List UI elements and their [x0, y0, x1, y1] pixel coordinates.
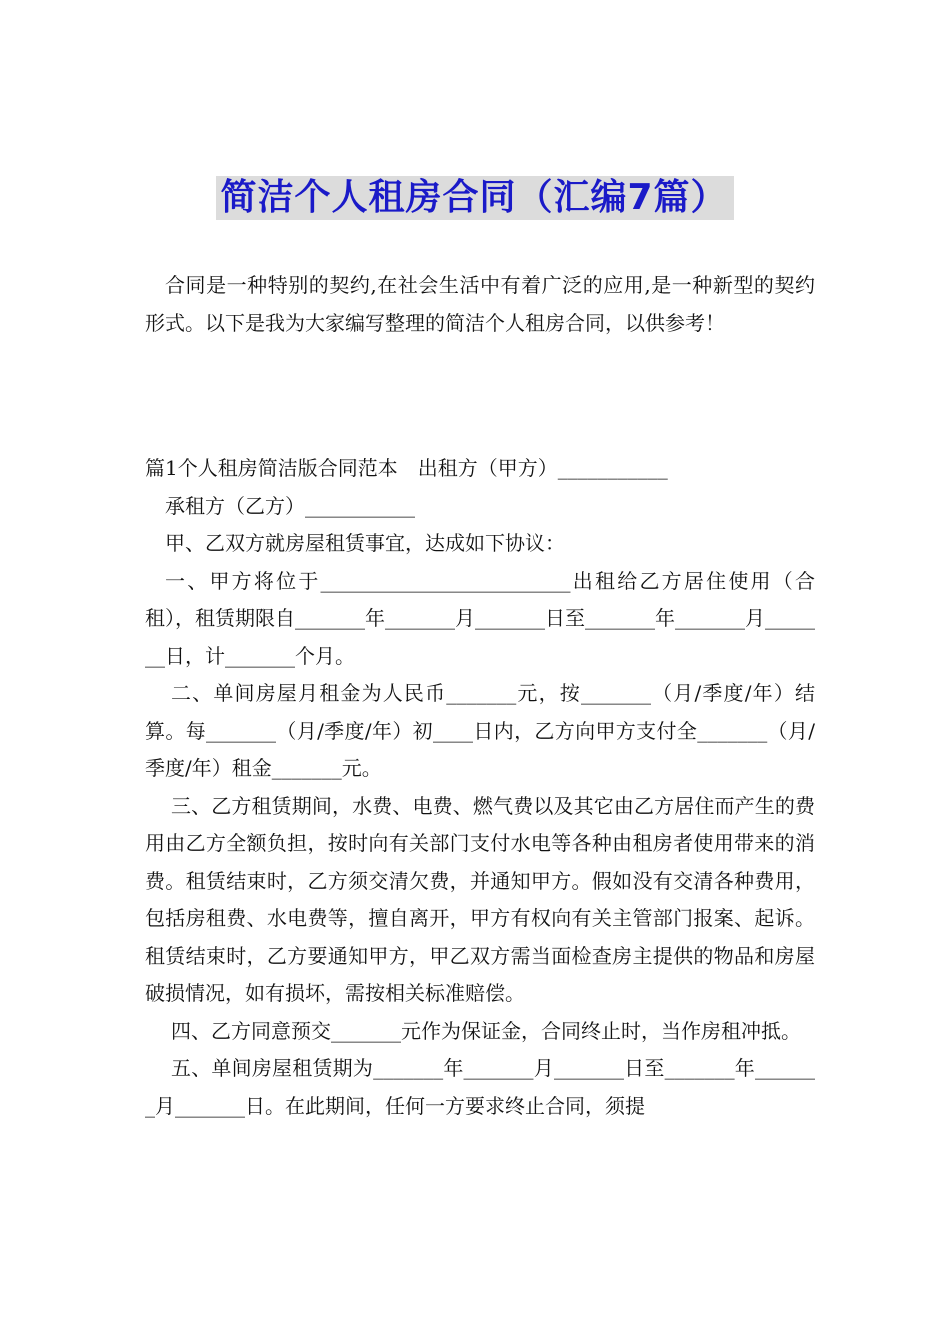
clause-2: 二、单间房屋月租金为人民币_______元，按_______（月/季度/年）结算。每_______（月/季度/年）初____日内，乙方向甲方支付全_______（月/季度/年）租金_______元。: [145, 681, 815, 780]
contract-body: [145, 450, 815, 1125]
clause-1: 一、甲方将位于_________________________出租给乙方居住使用（合租），租赁期限自_______年_______月_______日至_______年_______月_______日，计_______个月。: [145, 568, 815, 668]
clause-5: 五、单间房屋租赁期为_______年_______月_______日至_______年_______月_______日。在此期间，任何一方要求终止合同，须提: [145, 1056, 815, 1118]
contract-heading-line: 篇1个人租房简洁版合同范本 出租方（甲方）___________: [145, 456, 668, 480]
clause-3: 三、乙方租赁期间，水费、电费、燃气费以及其它由乙方居住而产生的费用由乙方全额负担，按时向有关部门支付水电等各种由租房者使用带来的消费。租赁结束时，乙方须交清欠费，并通知甲方。假如没有交清各种费用，包括房租费、水电费等，擅自离开，甲方有权向有关主管部门报案、起诉。租赁结束时，乙方要通知甲方，甲乙双方需当面检查房主提供的物品和房屋破损情况，如有损坏，需按相关标准赔偿。: [145, 793, 815, 1005]
tenant-line: 承租方（乙方）___________: [165, 493, 415, 518]
intro-paragraph: 合同是一种特别的契约,在社会生活中有着广泛的应用,是一种新型的契约形式。以下是我为大家编写整理的简洁个人租房合同，以供参考！: [145, 273, 815, 335]
intro-section: [145, 267, 815, 342]
clause-4: 四、乙方同意预交_______元作为保证金，合同终止时，当作房租冲抵。: [171, 1018, 801, 1043]
agreement-intro: 甲、乙双方就房屋租赁事宜，达成如下协议：: [165, 531, 565, 555]
title-container: [0, 176, 950, 220]
document-title: 简洁个人租房合同（汇编7篇）: [216, 176, 733, 220]
